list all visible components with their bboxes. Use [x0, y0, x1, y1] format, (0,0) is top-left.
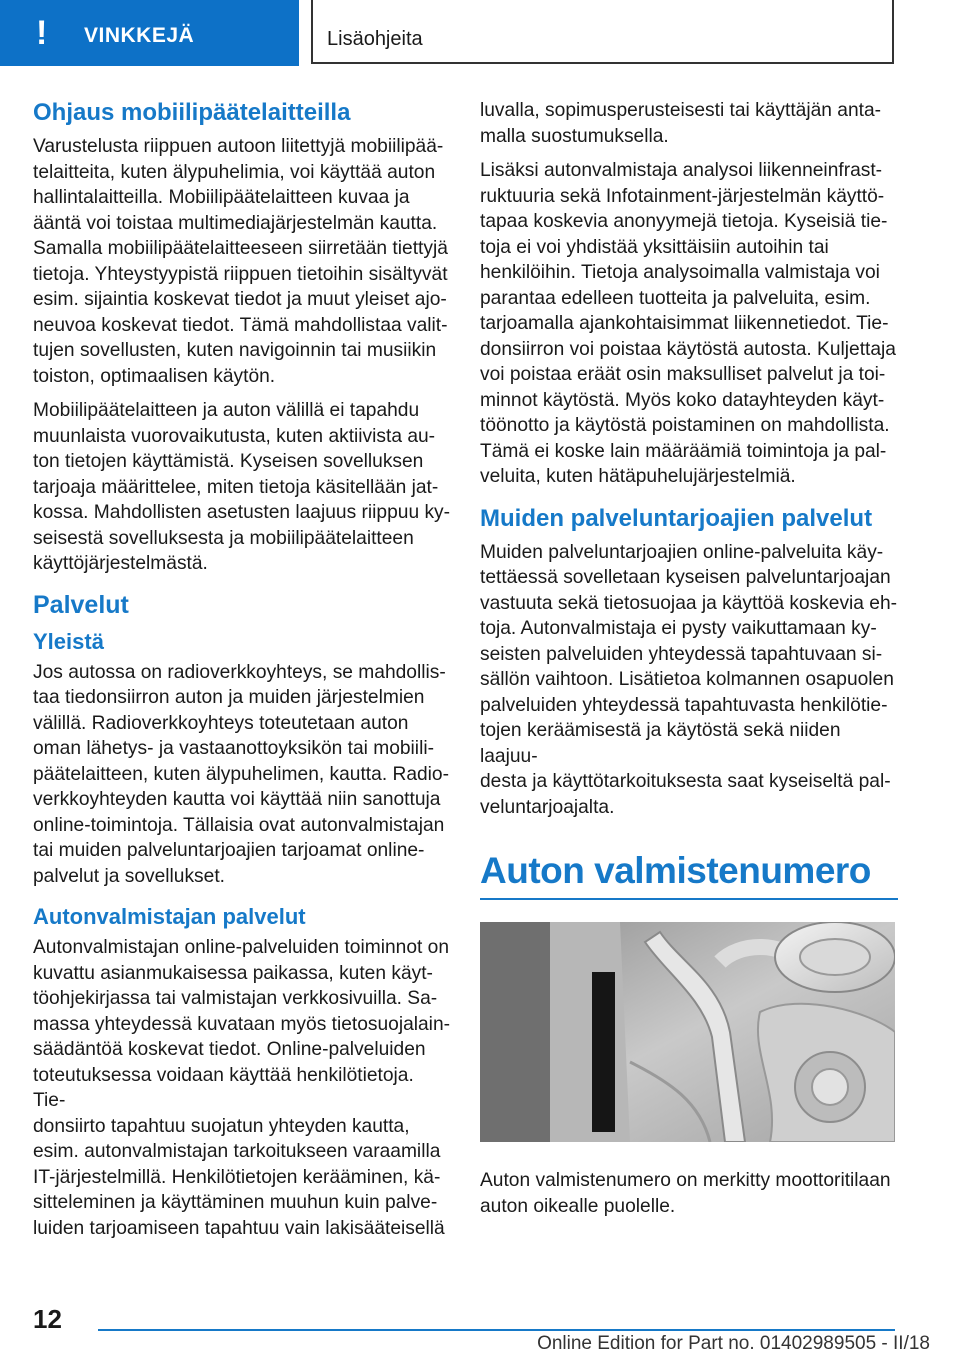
paragraph-manufacturer-services: Autonvalmistajan online-palveluiden toiminnot on kuvattu asianmukaisessa paikassa, kuten käyt- töohjekirjassa tai valmistajan verkkosivuilla. Sa- massa yhteydessä kuvataan myös tietosuojalain- säädäntöä koskevat tiedot. Online-palveluiden toteutuksessa voidaan käyttää henkilötietoja. Tie- donsiirto tapahtuu suojatun yhteyden kautta, esim. autonvalmistajan tarkoitukseen varaamilla IT-järjestelmillä. Henkilötietojen kerääminen, kä- sitteleminen ja käyttäminen muuhun kuin palve- luiden tarjoamiseen tapahtuu vain lakisääteisellä — [33, 937, 451, 1239]
right-column — [480, 98, 898, 1228]
page-number: 12 — [33, 1304, 62, 1334]
heading-other-providers: Muiden palveluntarjoajien palvelut — [480, 504, 873, 532]
heading-mobile-devices: Ohjaus mobiilipäätelaitteilla — [33, 99, 351, 126]
heading-vehicle-id-number: Auton valmistenumero — [480, 850, 898, 900]
paragraph-other-providers: Muiden palveluntarjoajien online-palveluita käy- tettäessä sovelletaan kyseisen palveluntarjoajan vastuuta sekä tietosuojaa ja käyttöä koskevia eh- toja. Autonvalmistaja ei pysty vaikuttamaan ky- seisten palveluiden yhteydessä tapahtuvaan si- sällön vaihtoon. Lisätietoa kolmannen osapuolen palveluiden yhteydessä tapahtuvasta henkilötie- tojen keräämisestä ja käytöstä sekä niiden laajuu- desta ja käyttötarkoituksesta saat kyseiseltä pal- veluntarjoajalta. — [480, 541, 898, 818]
heading-general: Yleistä — [33, 628, 104, 654]
paragraph-continued-1: luvalla, sopimusperusteisesti tai käyttäjän anta- malla suostumuksella. — [480, 100, 882, 147]
page-header — [0, 0, 960, 66]
paragraph-continued-2: Lisäksi autonvalmistaja analysoi liikenneinfrast- ruktuuria sekä Infotainment-järjestelmän käyttö- tapaa koskevia anonyymejä tietoja. Kyseisiä tie- toja ei voi yhdistää yksittäisiin autoihin tai henkilöihin. Tietoja analysoimalla valmistaja voi parantaa edelleen tuotteita ja palveluita, esim. tarjoamalla ajankohtaisimmat liikennetiedot. Tie- donsiirron voi poistaa käytöstä autosta. Kuljettaja voi poistaa eräät osin maksulliset palvelut ja toi- minnot käytöstä. Myös koko datayhteyden käyt- töönotto ja käytöstä poistaminen on mahdollista. Tämä ei koske lain määräämiä toimintoja ja pal- veluita, kuten hätäpuhelujärjestelmiä. — [480, 160, 896, 487]
section-label: VINKKEJÄ — [84, 24, 195, 47]
photo-caption: Auton valmistenumero on merkitty moottoritilaan auton oikealle puolelle. — [480, 1170, 891, 1217]
section-tab — [0, 0, 299, 66]
paragraph-mobile-1: Varustelusta riippuen autoon liitettyjä mobiilipää- telaitteita, kuten älypuhelimia, voi käyttää auton hallintalaitteilla. Mobiilipäätelaitteen kuvaa ja ääntä voi toistaa multimediajärjestelmän kautta. Samalla mobiilipäätelaitteeseen siirretään tiettyjä tietoja. Yhteystyypistä riippuen tietoihin sisältyvät esim. sijaintia koskevat tiedot ja muut yleiset ajo- neuvoa koskevat tiedot. Tämä mahdollistaa valit- tujen sovellusten, kuten navigoinnin tai musiikin toiston, optimaalisen käytön. — [33, 136, 448, 387]
heading-manufacturer-services: Autonvalmistajan palvelut — [33, 904, 306, 929]
engine-compartment-photo — [480, 922, 895, 1142]
footer-edition: Online Edition for Part no. 01402989505 - II/18 — [537, 1333, 930, 1354]
page-title: Lisäohjeita — [327, 28, 423, 50]
header-title-box — [311, 0, 894, 64]
heading-services: Palvelut — [33, 590, 129, 619]
footer-divider — [98, 1329, 895, 1331]
paragraph-general: Jos autossa on radioverkkoyhteys, se mahdollis- taa tiedonsiirron auton ja muiden järjestelmien välillä. Radioverkkoyhteys toteutetaan auton oman lähetys- ja vastaanottoyksikön tai mobiili- päätelaitteen, kuten älypuhelimen, kautta. Radio- verkkoyhteyden kautta voi käyttää niin sanottuja online-toimintoja. Tällaisia ovat autonvalmistajan tai muiden palveluntarjoajien tarjoamat online- palvelut ja sovellukset. — [33, 661, 449, 887]
exclamation-icon: ! — [36, 14, 48, 52]
paragraph-mobile-2: Mobiilipäätelaitteen ja auton välillä ei tapahdu muunlaista vuorovaikutusta, kuten aktiivista au- ton tietojen käyttämistä. Kyseisen sovelluksen tarjoaja määrittelee, miten tietoja käsitellään jat- kossa. Mahdollisten asetusten laajuus riippuu ky- seisestä sovelluksesta ja mobiilipäätelaitteen käyttöjärjestelmästä. — [33, 400, 451, 574]
left-column — [33, 98, 451, 1250]
